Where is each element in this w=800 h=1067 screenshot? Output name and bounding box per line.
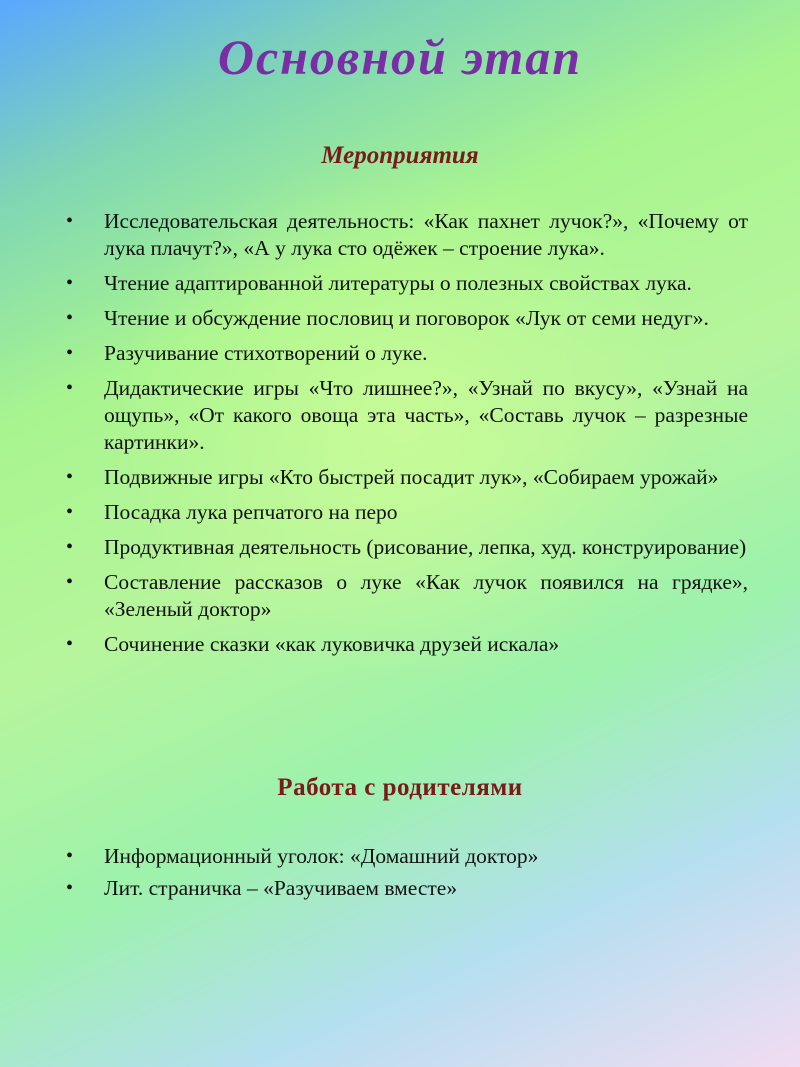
list-item [58,340,748,367]
list-item [58,270,748,297]
page-title: Основной этап [217,29,583,85]
list-item [58,875,748,902]
list-item-text: Дидактические игры «Что лишнее?», «Узнай по вкусу», «Узнай на ощупь», «От какого овоща эта часть», «Составь лучок – разрезные картинки». [104,376,748,454]
bullet-icon: • [66,501,74,523]
list-item-text: Продуктивная деятельность (рисование, лепка, худ. конструирование) [104,535,747,559]
list-item-text: Составление рассказов о луке «Как лучок появился на грядке», «Зеленый доктор» [104,570,748,621]
bullet-icon: • [66,633,74,655]
list-item [58,843,748,870]
list-item-text: Посадка лука репчатого на перо [104,500,398,524]
bullet-icon: • [66,377,74,399]
parents-list [58,843,748,907]
list-item [58,534,748,561]
bullet-icon: • [66,210,74,232]
bullet-icon: • [66,307,74,329]
list-item [58,208,748,262]
list-item-text: Разучивание стихотворений о луке. [104,341,428,365]
bullet-icon: • [66,845,74,867]
bullet-icon: • [66,536,74,558]
bullet-icon: • [66,466,74,488]
bullet-icon: • [66,877,74,899]
events-list [58,208,748,666]
list-item [58,631,748,658]
list-item-text: Исследовательская деятельность: «Как пахнет лучок?», «Почему от лука плачут?», «А у лука сто одёжек – строение лука». [104,209,748,260]
bullet-icon: • [66,342,74,364]
list-item-text: Чтение и обсуждение пословиц и поговорок «Лук от семи недуг». [104,306,709,330]
section-heading-parents: Работа с родителями [277,774,523,801]
section-heading-events: Мероприятия [321,142,479,169]
list-item-text: Информационный уголок: «Домашний доктор» [104,844,539,868]
list-item [58,375,748,456]
list-item-text: Лит. страничка – «Разучиваем вместе» [104,876,458,900]
list-item [58,499,748,526]
bullet-icon: • [66,272,74,294]
list-item [58,305,748,332]
list-item [58,464,748,491]
bullet-icon: • [66,571,74,593]
list-item-text: Сочинение сказки «как луковичка друзей искала» [104,632,560,656]
list-item-text: Подвижные игры «Кто быстрей посадит лук», «Собираем урожай» [104,465,719,489]
list-item-text: Чтение адаптированной литературы о полезных свойствах лука. [104,271,692,295]
list-item [58,569,748,623]
